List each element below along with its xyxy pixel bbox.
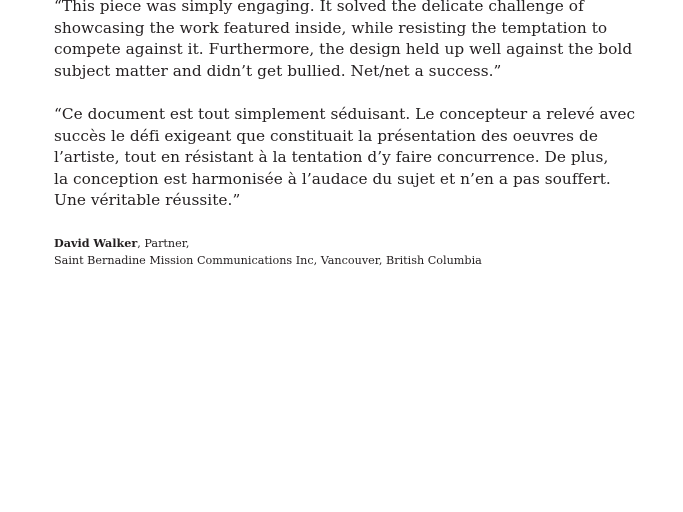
attribution	[54, 235, 664, 269]
quote-french: “Ce document est tout simplement séduisant. Le concepteur a relevé avec succès le défi exigeant que constituait la présentation des oeuvres de l’artiste, tout en résistant à la tentation d’y faire concurrence. De plus, la conception est harmonisée à l’audace du sujet et n’en a pas souffert. Une véritable réussite.”	[54, 104, 636, 210]
author-organization: Saint Bernadine Mission Communications Inc, Vancouver, British Columbia	[54, 253, 482, 267]
author-name: David Walker	[54, 235, 138, 250]
quote-english: “This piece was simply engaging. It solved the delicate challenge of showcasing the work featured inside, while resisting the temptation to compete against it. Furthermore, the design held up well against the bold subject matter and didn’t get bullied. Net/net a success.”	[54, 0, 633, 80]
testimonial-page	[54, 0, 664, 269]
author-title: , Partner,	[137, 236, 190, 250]
attribution-line-1	[54, 235, 664, 252]
